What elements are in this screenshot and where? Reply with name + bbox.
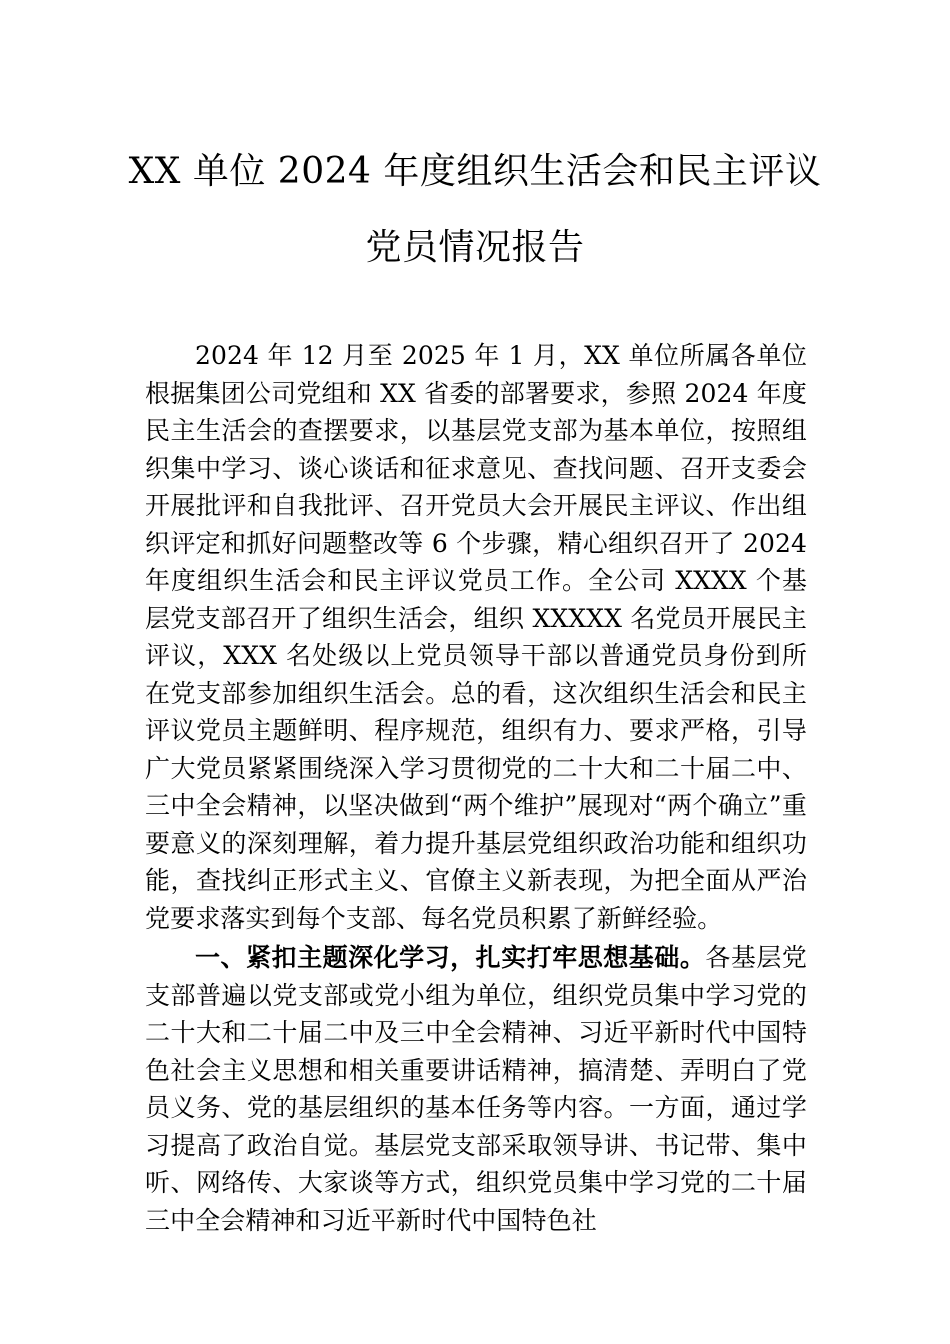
title-line-2: 党员情况报告 xyxy=(365,227,585,268)
document-title xyxy=(120,150,830,270)
paragraph-text: 各基层党支部普遍以党支部或党小组为单位，组织党员集中学习党的二十大和二十届二中及三中全会精神、习近平新时代中国特色社会主义思想和相关重要讲话精神，搞清楚、弄明白了党员义务、党的基层组织的基本任务等内容。一方面，通过学习提高了政治自觉。基层党支部采取领导讲、书记带、集中听、网络传、大家谈等方式，组织党员集中学习党的二十届三中全会精神和习近平新时代中国特色社 xyxy=(145,943,807,1235)
paragraph-text: 2024 年 12 月至 2025 年 1 月，XX 单位所属各单位根据集团公司党组和 XX 省委的部署要求，参照 2024 年度民主生活会的查摆要求，以基层党支部为基本单位，按照组织集中学习、谈心谈话和征求意见、查找问题、召开支委会开展批评和自我批评、召开党员大会开展民主评议、作出组织评定和抓好问题整改等 6 个步骤，精心组织召开了 2024 年度组织生活会和民主评议党员工作。全公司 XXXX 个基层党支部召开了组织生活会，组织 XXXXX 名党员开展民主评议，XXX 名处级以上党员领导干部以普通党员身份到所在党支部参加组织生活会。总的看，这次组织生活会和民主评议党员主题鲜明、程序规范，组织有力、要求严格，引导广大党员紧紧围绕深入学习贯彻党的二十大和二十届二中、三中全会精神，以坚决做到“两个维护”展现对“两个确立”重要意义的深刻理解，着力提升基层党组织政治功能和组织功能，查找纠正形式主义、官僚主义新表现，为把全面从严治党要求落实到每个支部、每名党员积累了新鲜经验。 xyxy=(145,341,807,933)
document-body xyxy=(145,337,807,1239)
paragraph-intro xyxy=(145,337,807,937)
paragraph-section-1 xyxy=(145,939,807,1239)
paragraph-lead: 一、紧扣主题深化学习，扎实打牢思想基础。 xyxy=(195,943,706,972)
title-line-1: XX 单位 2024 年度组织生活会和民主评议 xyxy=(128,151,822,192)
